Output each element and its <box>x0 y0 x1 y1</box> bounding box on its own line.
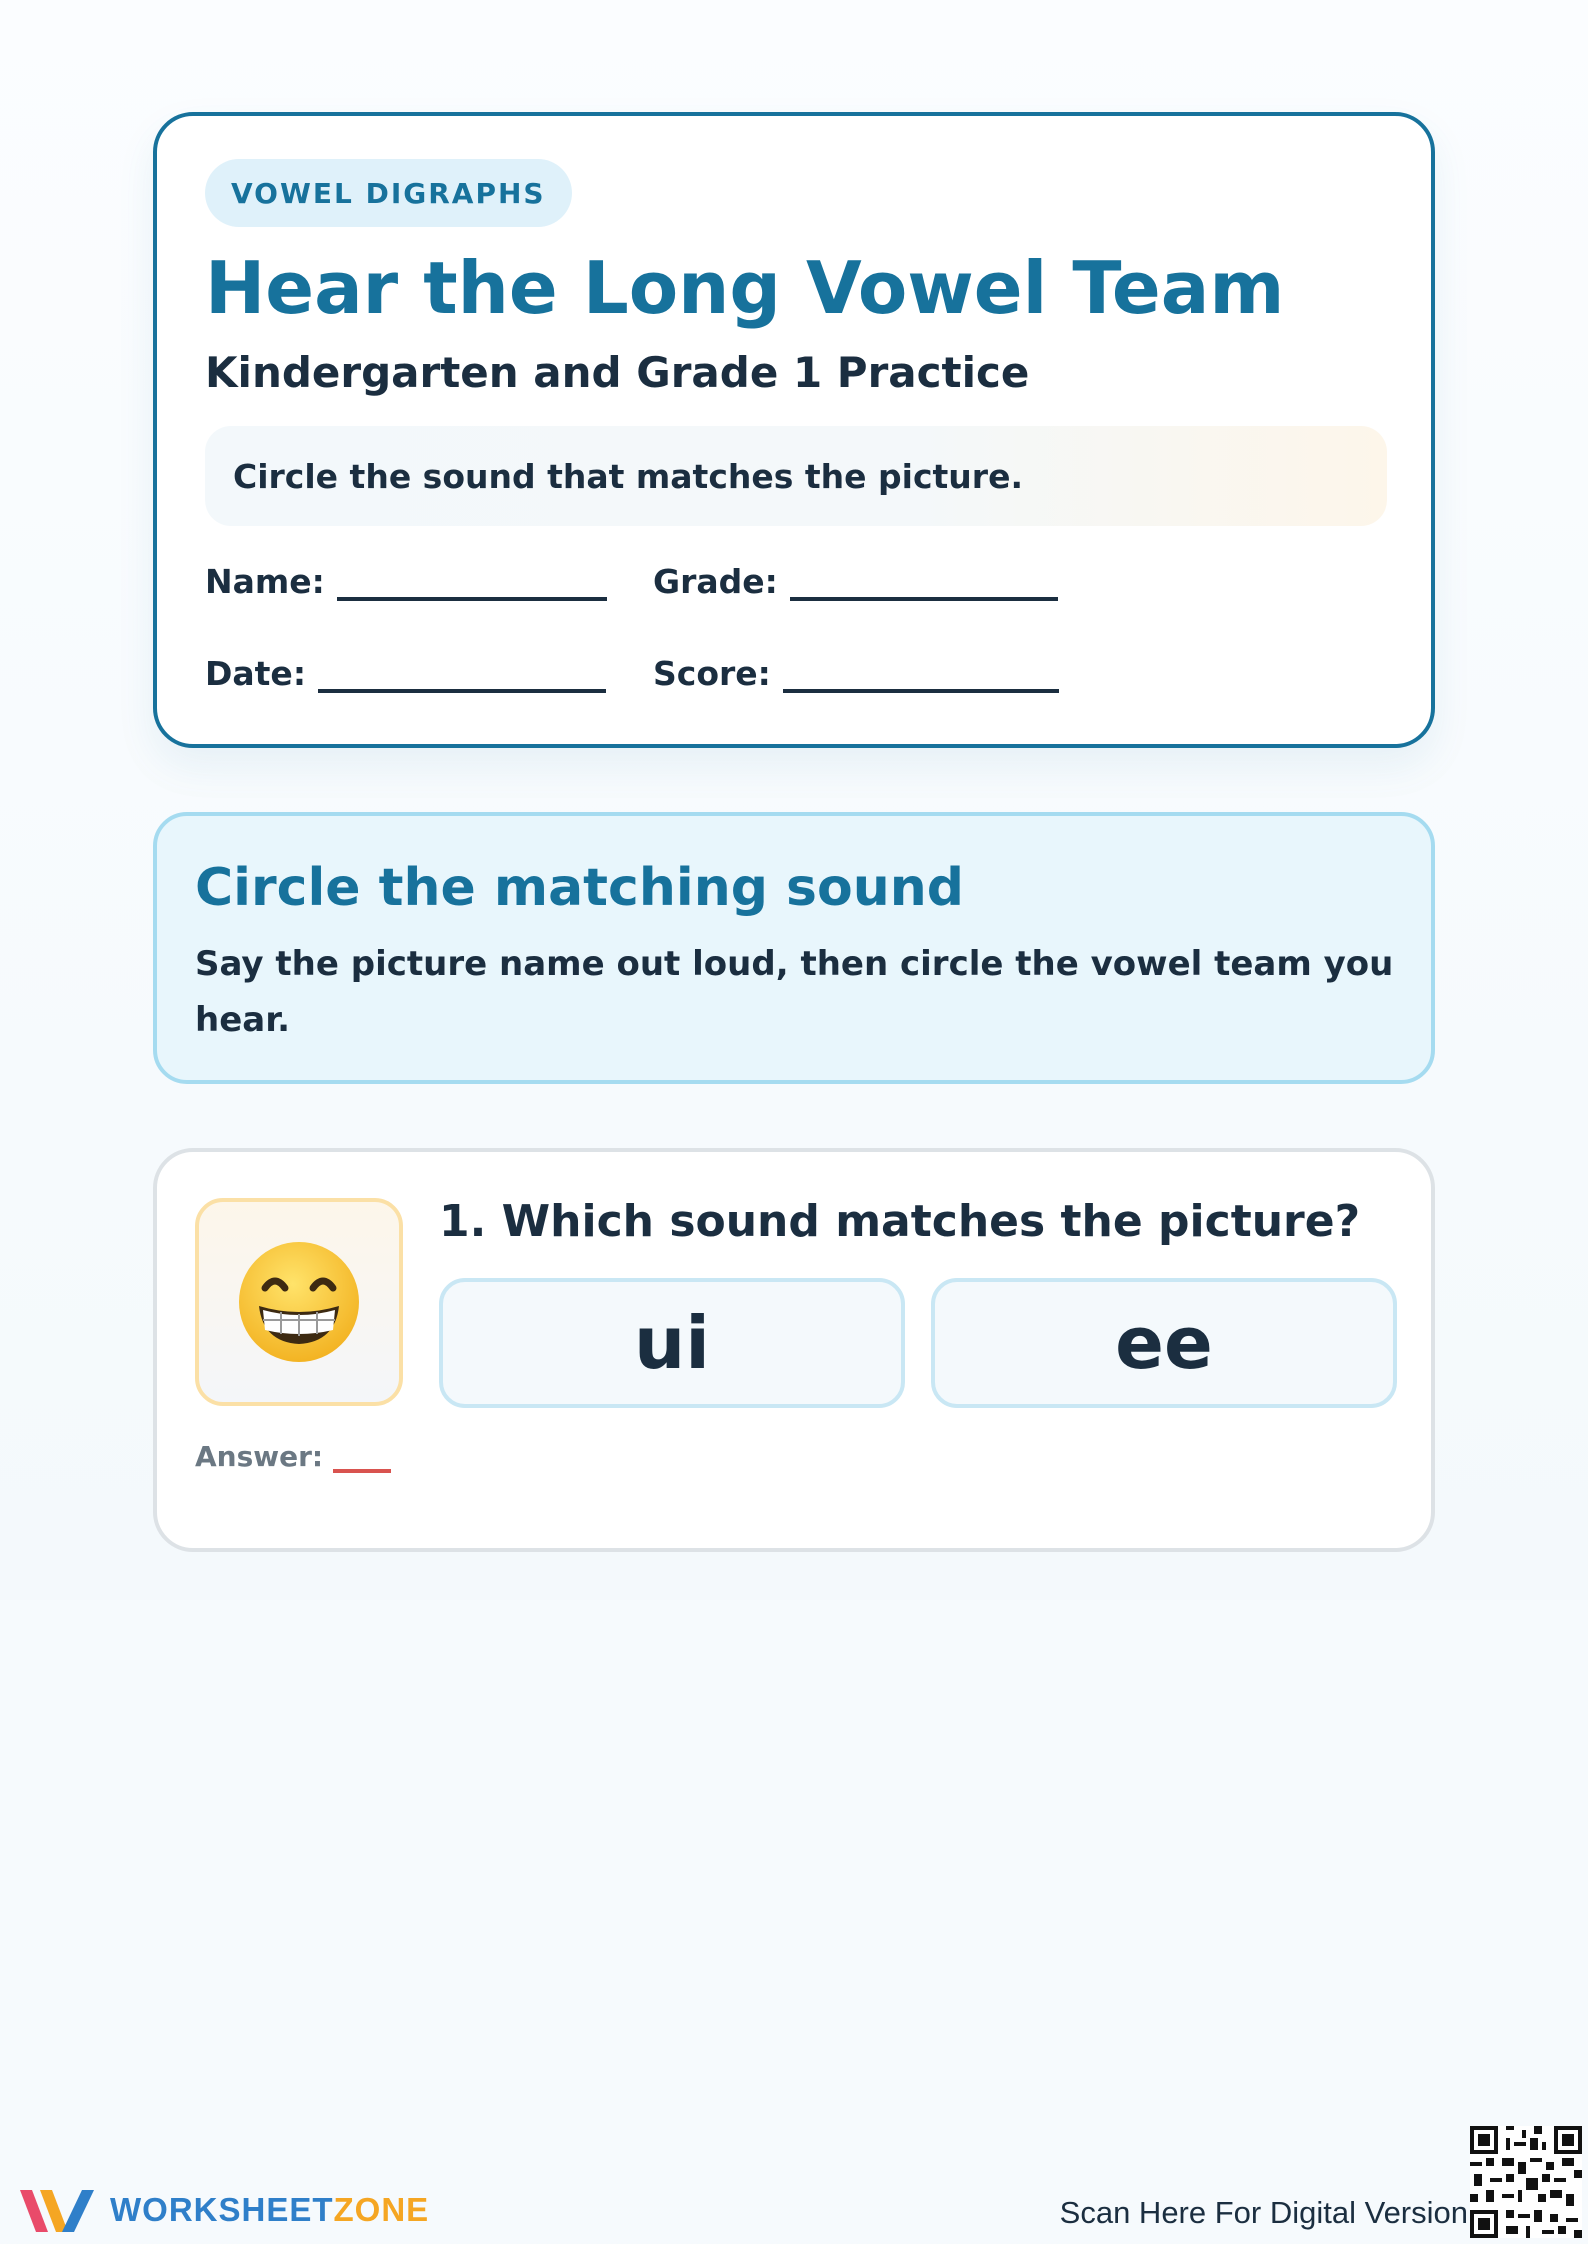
date-line[interactable] <box>318 683 606 693</box>
answer-label: Answer: <box>195 1440 324 1473</box>
name-label: Name: <box>205 562 325 601</box>
header-card <box>153 112 1435 748</box>
brand-logo[interactable] <box>18 2184 429 2236</box>
instruction-bar <box>205 426 1387 526</box>
qr-code-icon[interactable] <box>1470 2126 1582 2238</box>
section-card <box>153 812 1435 1084</box>
grade-field[interactable] <box>653 562 1058 601</box>
grade-label: Grade: <box>653 562 778 601</box>
question-card <box>153 1148 1435 1552</box>
option-ui[interactable]: ui <box>439 1278 905 1408</box>
section-description: Say the picture name out loud, then circle the vowel team you hear. <box>195 944 1394 1040</box>
grade-line[interactable] <box>790 591 1058 601</box>
scan-caption: Scan Here For Digital Version <box>1059 2195 1468 2230</box>
brand-name-part2: ZONE <box>333 2191 430 2228</box>
section-title: Circle the matching sound <box>195 858 964 918</box>
instruction-text: Circle the sound that matches the picture. <box>233 456 1023 496</box>
score-line[interactable] <box>783 683 1059 693</box>
answer-line[interactable] <box>333 1459 391 1473</box>
topic-tag: VOWEL DIGRAPHS <box>205 159 572 227</box>
name-field[interactable] <box>205 562 607 601</box>
date-label: Date: <box>205 654 307 693</box>
page-subtitle: Kindergarten and Grade 1 Practice <box>205 348 1030 397</box>
score-field[interactable] <box>653 654 1059 693</box>
brand-name-part1: WORKSHEET <box>110 2191 334 2228</box>
picture-box <box>195 1198 403 1406</box>
brand-name <box>110 2191 429 2229</box>
question-text: 1. Which sound matches the picture? <box>439 1196 1361 1247</box>
worksheetzone-logo-icon <box>18 2184 96 2236</box>
answer-field[interactable] <box>195 1440 391 1473</box>
option-ee[interactable]: ee <box>931 1278 1397 1408</box>
date-field[interactable] <box>205 654 606 693</box>
grinning-face-icon <box>235 1238 363 1366</box>
page-title: Hear the Long Vowel Team <box>205 246 1285 330</box>
score-label: Score: <box>653 654 771 693</box>
name-line[interactable] <box>337 591 607 601</box>
